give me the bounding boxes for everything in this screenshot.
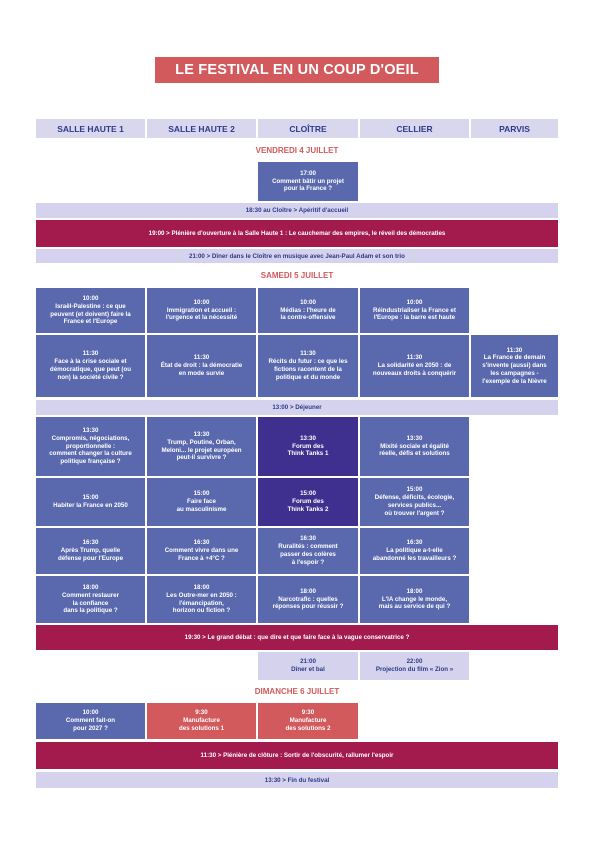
column-header-salle-haute-1: SALLE HAUTE 1 [36, 119, 145, 138]
session-cell: 9:30 Manufacture des solutions 1 [147, 703, 256, 739]
session-cell: 10:00 Médias : l'heure de la contre-offensive [258, 288, 358, 333]
schedule-bar: 13:30 > Fin du festival [36, 772, 558, 788]
session-cell: 11:30 Récits du futur : ce que les fictions racontent de la politique et du monde [258, 335, 358, 397]
session-cell: 13:30 Mixité sociale et égalité réelle, défis et solutions [360, 417, 469, 476]
page-title: LE FESTIVAL EN UN COUP D'OEIL [155, 57, 439, 83]
session-cell: 18:00 Comment restaurer la confiance dans la politique ? [36, 576, 145, 623]
day-label-sunday: DIMANCHE 6 JUILLET [254, 686, 340, 696]
session-cell: 15:00 Faire face au masculinisme [147, 478, 256, 526]
session-cell: 18:00 Narcotrafic : quelles réponses pour réussir ? [258, 576, 358, 623]
session-cell: 11:30 La solidarité en 2050 : de nouveaux droits à conquérir [360, 335, 469, 397]
session-cell: 18:00 Les Outre-mer en 2050 : l'émancipation, horizon ou fiction ? [147, 576, 256, 623]
schedule-bar: 19:30 > Le grand débat : que dire et que faire face à la vague conservatrice ? [36, 625, 558, 650]
column-header-cellier: CELLIER [360, 119, 469, 138]
session-cell: 11:30 État de droit : la démocratie en mode survie [147, 335, 256, 397]
column-header-parvis: PARVIS [471, 119, 558, 138]
schedule-bar: 21:00 > Dîner dans le Cloître en musique avec Jean-Paul Adam et son trio [36, 249, 558, 263]
schedule-bar: 18:30 au Cloître > Apéritif d'accueil [36, 203, 558, 218]
session-cell: 16:30 La politique a-t-elle abandonné les travailleurs ? [360, 528, 469, 574]
session-cell: 13:30 Forum des Think Tanks 1 [258, 417, 358, 476]
session-cell: 10:00 Comment fait-on pour 2027 ? [36, 703, 145, 739]
session-cell: 13:30 Trump, Poutine, Orban, Meloni... le projet européen peut-il survivre ? [147, 417, 256, 476]
evening-event: 21:00 Dîner et bal [258, 652, 358, 680]
session-cell: 9:30 Manufacture des solutions 2 [258, 703, 358, 739]
session-cell: 18:00 L'IA change le monde, mais au service de qui ? [360, 576, 469, 623]
session-cell: 11:30 Face à la crise sociale et démocratique, que peut (ou non) la société civile ? [36, 335, 145, 397]
evening-event: 22:00 Projection du film « Zion » [360, 652, 469, 680]
session-cell: 11:30 La France de demain s'invente (aussi) dans les campagnes - l'exemple de la Nièvre [471, 335, 558, 397]
column-header-cloitre: CLOÎTRE [258, 119, 358, 138]
schedule-bar: 11:30 > Plénière de clôture : Sortir de l'obscurité, rallumer l'espoir [36, 742, 558, 769]
session-cell: 10:00 Israël-Palestine : ce que peuvent (et doivent) faire la France et l'Europe [36, 288, 145, 333]
day-label-saturday: SAMEDI 5 JUILLET [260, 270, 334, 280]
session-cell: 10:00 Réindustrialiser la France et l'Europe : la barre est haute [360, 288, 469, 333]
session-cell: 15:00 Défense, déficits, écologie, services publics... où trouver l'argent ? [360, 478, 469, 526]
session-cell: 15:00 Habiter la France en 2050 [36, 478, 145, 526]
session-cell: 13:30 Compromis, négociations, proportionnelle : comment changer la culture politique française ? [36, 417, 145, 476]
schedule-bar: 13:00 > Déjeuner [36, 400, 558, 415]
column-header-salle-haute-2: SALLE HAUTE 2 [147, 119, 256, 138]
session-cell: 16:30 Après Trump, quelle défense pour l'Europe [36, 528, 145, 574]
session-cell: 16:30 Comment vivre dans une France à +4°C ? [147, 528, 256, 574]
session-cell: 16:30 Ruralités : comment passer des colères à l'espoir ? [258, 528, 358, 574]
day-label-friday: VENDREDI 4 JUILLET [255, 145, 339, 155]
session-cell: 15:00 Forum des Think Tanks 2 [258, 478, 358, 526]
session-cell: 17:00 Comment bâtir un projet pour la France ? [258, 162, 358, 201]
session-cell: 10:00 Immigration et accueil : l'urgence et la nécessité [147, 288, 256, 333]
schedule-bar: 19:00 > Plénière d'ouverture à la Salle Haute 1 : Le cauchemar des empires, le réveil des démocraties [36, 220, 558, 247]
